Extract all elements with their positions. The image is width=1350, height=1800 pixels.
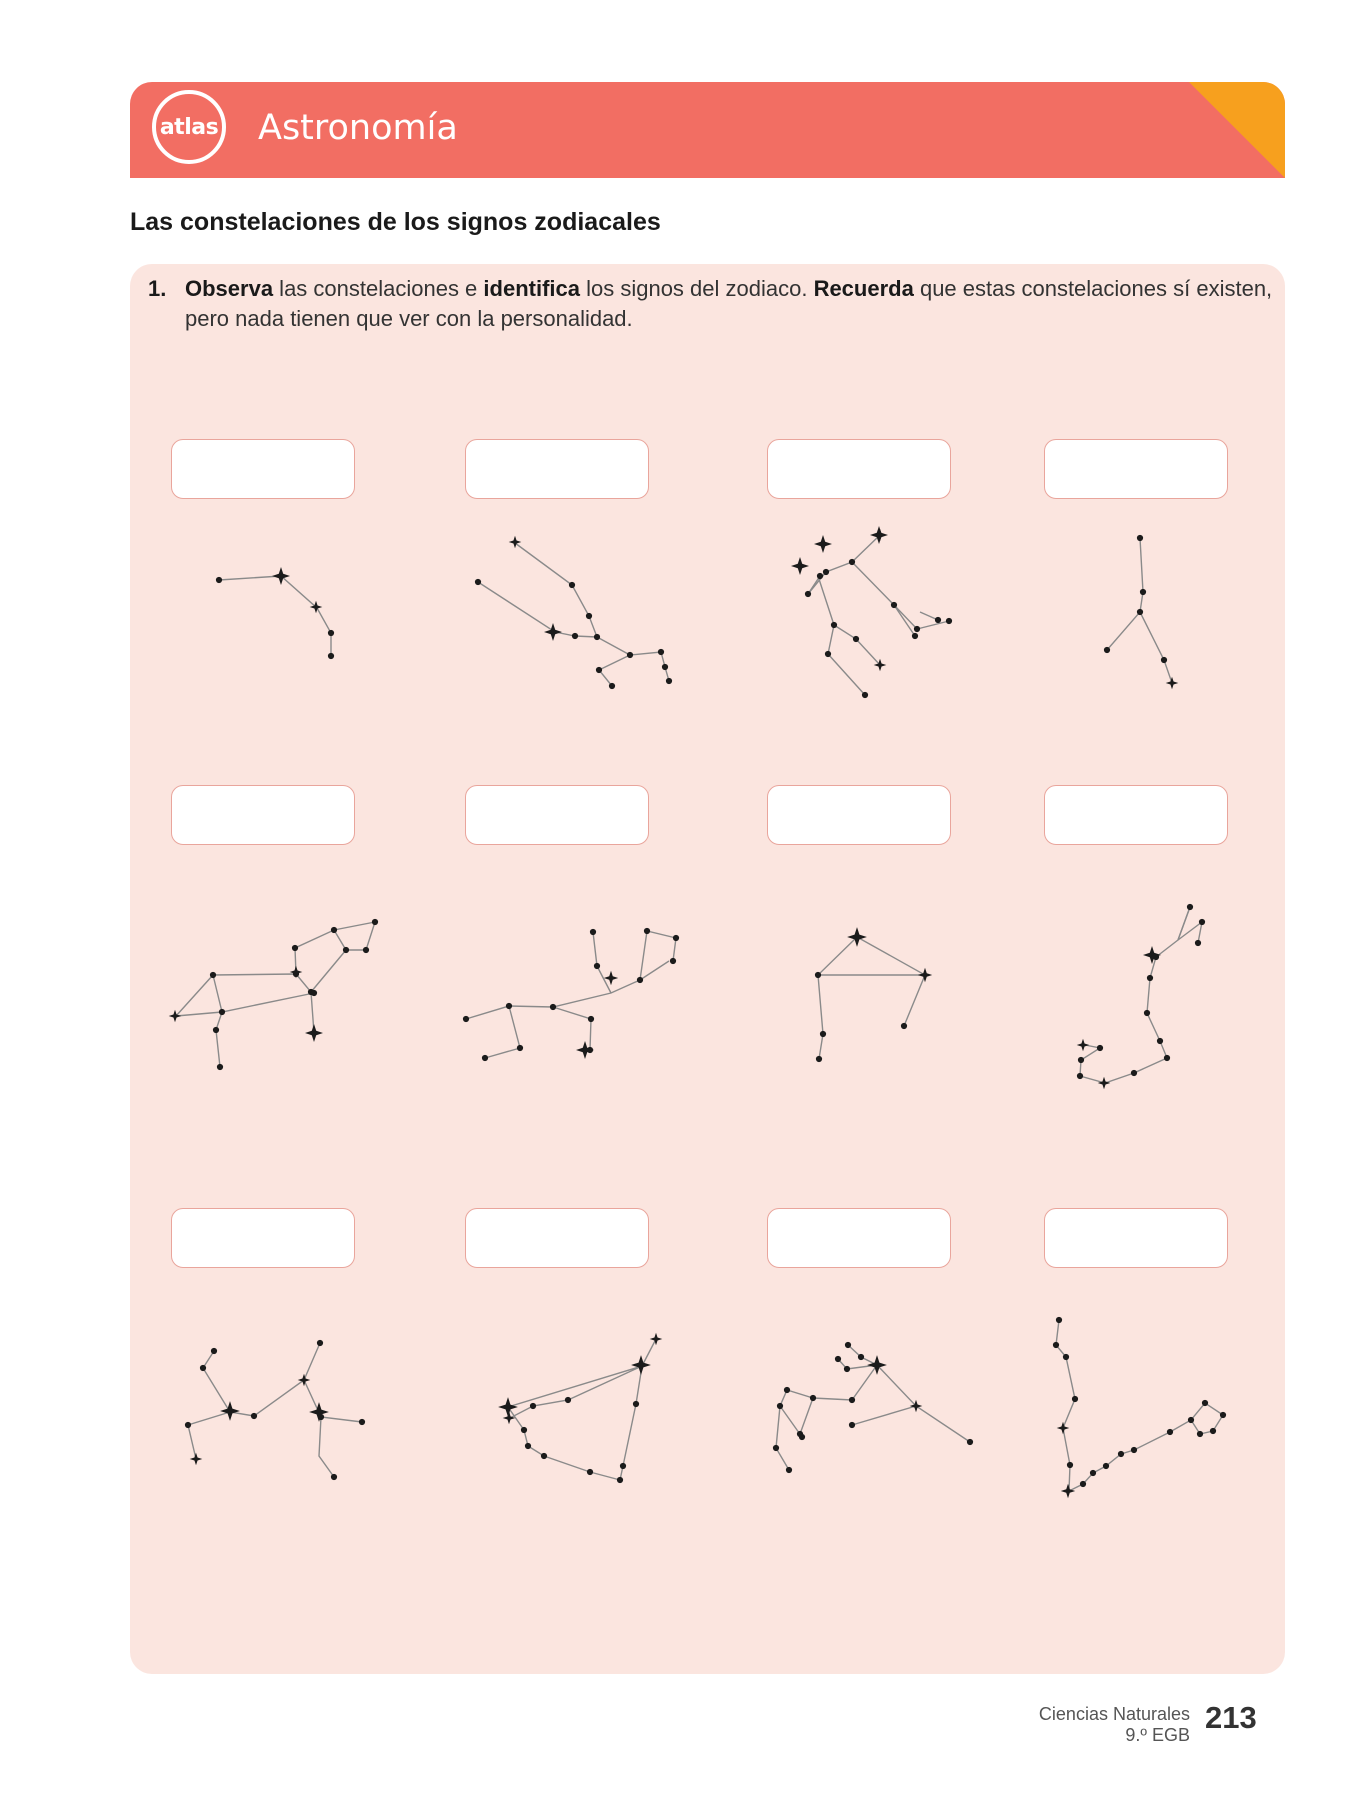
section-title: Las constelaciones de los signos zodiacales	[130, 208, 661, 236]
footer-subject	[1039, 1704, 1190, 1746]
page-number: 213	[1205, 1700, 1257, 1735]
footer-grade: 9.º EGB	[1125, 1725, 1190, 1745]
instruction-part-2: los signos del zodiaco.	[579, 276, 814, 301]
header-title: Astronomía	[258, 108, 458, 148]
atlas-logo: atlas	[152, 90, 226, 164]
footer-subject-name: Ciencias Naturales	[1038, 1704, 1190, 1724]
activity-number: 1.	[148, 276, 167, 301]
instruction-part-1: las constelaciones e	[273, 276, 484, 301]
instruction-part-3: que estas constelaciones sí existen, pero nada tienen que ver con la personalidad.	[185, 276, 1273, 331]
verb-observa: Observa	[185, 276, 274, 301]
verb-recuerda: Recuerda	[813, 276, 914, 301]
verb-identifica: identifica	[483, 276, 580, 301]
